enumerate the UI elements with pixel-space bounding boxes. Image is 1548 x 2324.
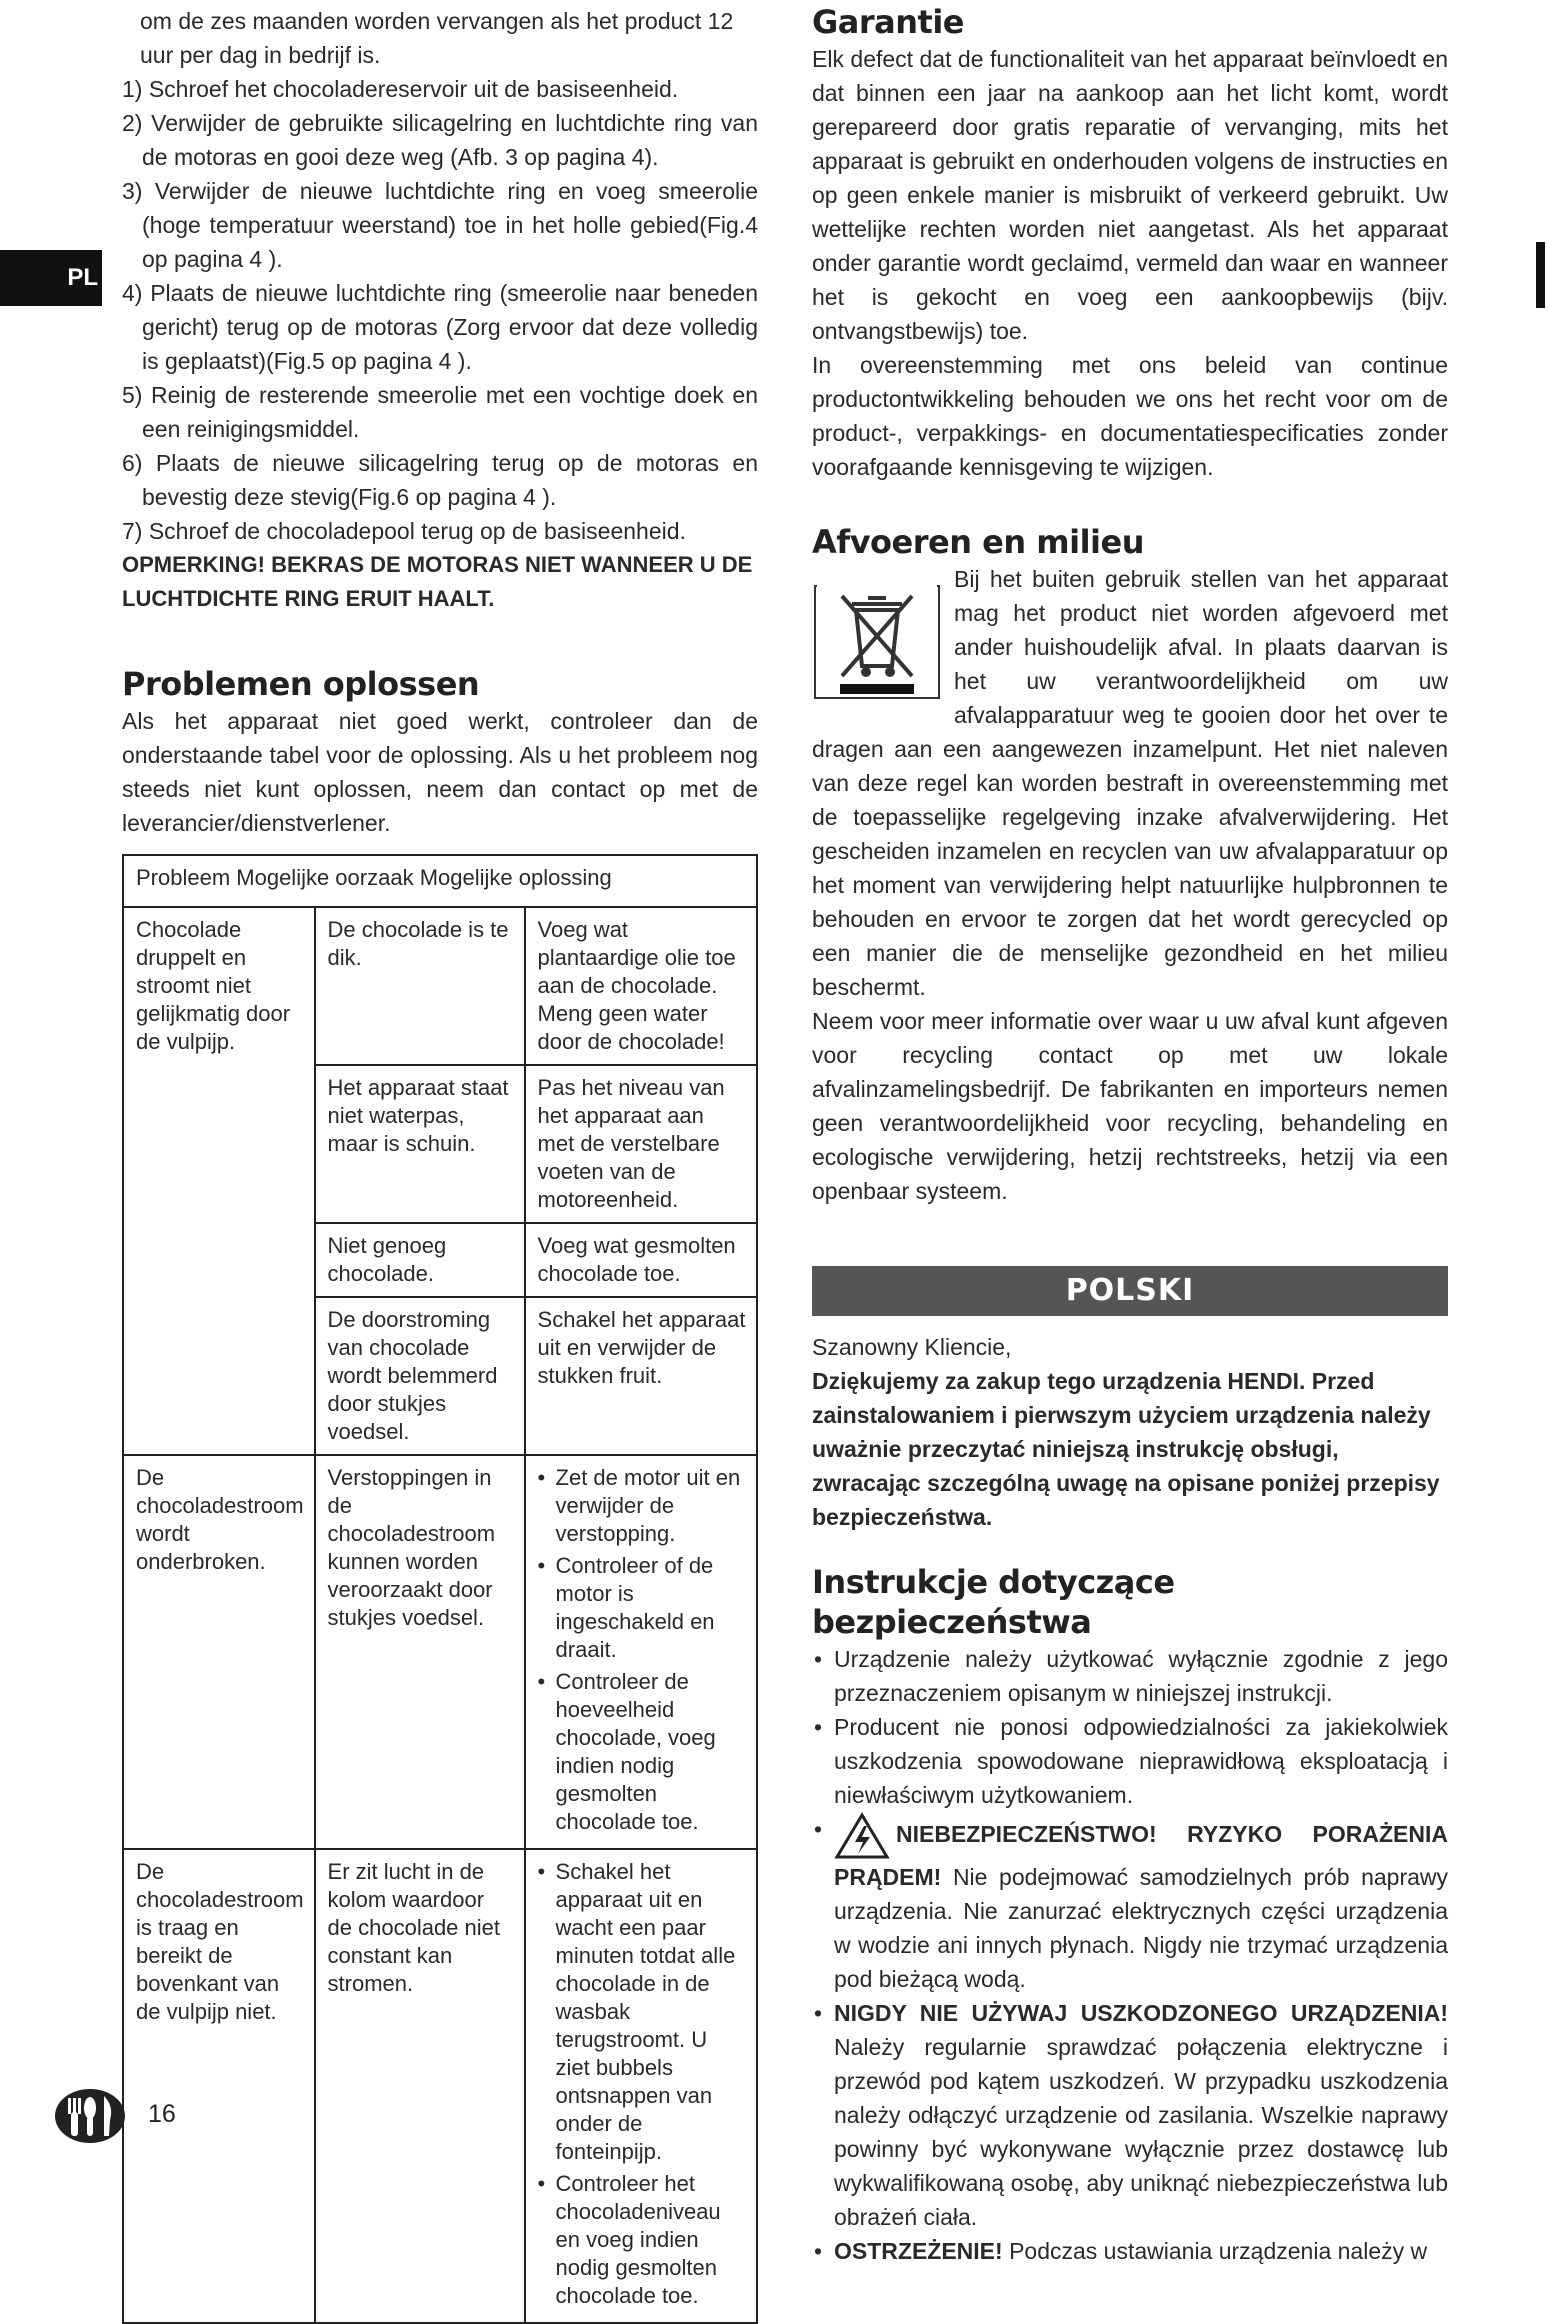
safety-title: Instrukcje dotyczące bezpieczeństwa xyxy=(812,1563,1175,1641)
thanks-paragraph: Dziękujemy za zakup tego urządzenia HENDI. Przed zainstalowaniem i pierwszym użyciem urządzenia należy uważnie przeczytać niniejszą instrukcję obsługi, zwracając szczególną uwagę na opisane poniżej przepisy bezpieczeństwa. xyxy=(812,1368,1440,1530)
language-tab: PL xyxy=(0,250,102,306)
safety-bullet xyxy=(812,2234,1448,2268)
problems-intro: Als het apparaat niet goed werkt, controleer dan de onderstaande tabel voor de oplossing. Als u het probleem nog steeds niet kunt oplossen, neem dan contact op met de leverancier/dienstverlener. xyxy=(122,708,758,836)
solution-cell: Schakel het apparaat uit en verwijder de stukken fruit. xyxy=(525,1297,757,1455)
table-row xyxy=(123,1455,757,1849)
language-banner: POLSKI xyxy=(812,1266,1448,1316)
cause-cell: Het apparaat staat niet waterpas, maar is schuin. xyxy=(315,1065,525,1223)
problems-title: Problemen oplossen xyxy=(122,665,480,703)
problem-cell: Chocolade druppelt en stroomt niet gelijkmatig door de vulpijp. xyxy=(123,907,315,1455)
solution-cell xyxy=(525,1455,757,1849)
problem-cell: De chocoladestroom wordt onderbroken. xyxy=(123,1455,315,1849)
table-header: Probleem Mogelijke oorzaak Mogelijke oplossing xyxy=(123,855,757,907)
table-row xyxy=(123,907,757,1065)
weee-bin-icon xyxy=(812,572,942,702)
problem-cell: De chocoladestroom is traag en bereikt de bovenkant van de vulpijp niet. xyxy=(123,1849,315,2323)
step-5: 5) Reinig de resterende smeerolie met een vochtige doek en een reinigingsmiddel. xyxy=(122,382,758,442)
guarantee-title: Garantie xyxy=(812,3,964,41)
greeting: Szanowny Kliencie, xyxy=(812,1334,1012,1360)
cause-cell: Verstoppingen in de chocoladestroom kunnen worden veroorzaakt door stukjes voedsel. xyxy=(315,1455,525,1849)
cutlery-logo-icon xyxy=(54,2088,126,2144)
caution-text: Podczas ustawiania urządzenia należy w xyxy=(1009,2238,1428,2264)
safety-bullet: • Producent nie ponosi odpowiedzialności za jakiekolwiek uszkodzenia spowodowane nieprawidłową eksploatacją i niewłaściwym użytkowaniem. xyxy=(812,1710,1448,1812)
page-number: 16 xyxy=(148,2100,176,2128)
solution-item: • Schakel het apparaat uit en wacht een paar minuten totdat alle chocolade in de wasbak terugstroomt. U ziet bubbels ontsnappen van onder de fonteinpijp. xyxy=(538,1858,746,2166)
cause-cell: Er zit lucht in de kolom waardoor de chocolade niet constant kan stromen. xyxy=(315,1849,525,2323)
safety-bullet xyxy=(812,1996,1448,2234)
solution-item: • Controleer het chocoladeniveau en voeg indien nodig gesmolten chocolade toe. xyxy=(538,2170,746,2310)
cause-cell: Niet genoeg chocolade. xyxy=(315,1223,525,1297)
step-7: 7) Schroef de chocoladepool terug op de basiseenheid. xyxy=(122,518,686,544)
guarantee-paragraph-2: In overeenstemming met ons beleid van continue productontwikkeling behouden we ons het recht voor om de product-, verpakkings- en documentatiespecificaties zonder voorafgaande kennisgeving te wijzigen. xyxy=(812,352,1448,480)
warning-note: OPMERKING! BEKRAS DE MOTORAS NIET WANNEER U DE LUCHTDICHTE RING ERUIT HAALT. xyxy=(122,552,753,611)
danger-text: Nie podejmować samodzielnych prób naprawy urządzenia. Nie zanurzać elektrycznych części urządzenia w wodzie ani innych płynach. Nigdy nie trzymać urządzenia pod bieżącą wodą. xyxy=(834,1864,1449,1992)
guarantee-paragraph-1: Elk defect dat de functionaliteit van het apparaat beïnvloedt en dat binnen een jaar na aankoop aan het licht komt, wordt gerepareerd door gratis reparatie of vervanging, mits het apparaat is gebruikt en onderhouden volgens de instructies en op geen enkele manier is misbruikt of verkeerd gebruikt. Uw wettelijke rechten worden niet aangetast. Als het apparaat onder garantie wordt geclaimd, vermeld dan waar en wanneer het is gekocht en voeg een aankoopbewijs (bijv. ontvangstbewijs) toe. xyxy=(812,46,1448,344)
solution-cell: Voeg wat gesmolten chocolade toe. xyxy=(525,1223,757,1297)
step-2: 2) Verwijder de gebruikte silicagelring en luchtdichte ring van de motoras en gooi deze weg (Afb. 3 op pagina 4). xyxy=(122,110,758,170)
step-1: 1) Schroef het chocoladereservoir uit de basiseenheid. xyxy=(122,76,679,102)
electric-shock-warning-icon xyxy=(834,1812,890,1860)
intro-line-2: uur per dag in bedrijf is. xyxy=(140,42,381,68)
environment-paragraph-1: Bij het buiten gebruik stellen van het apparaat mag het product niet worden afgevoerd met ander huishoudelijk afval. In plaats daarvan is het uw verantwoordelijkheid om uw afvalapparatuur weg te gooien door het over te dragen aan een aangewezen inzamelpunt. Het niet naleven van deze regel kan worden bestraft in overeenstemming met de toepasselijke regelgeving inzake afvalverwijdering. Het gescheiden inzamelen en recyclen van uw afvalapparatuur op het moment van verwijdering helpt natuurlijke hulpbronnen te behouden en ervoor te zorgen dat het wordt gerecycled op een manier die de menselijke gezondheid en het milieu beschermt. xyxy=(812,566,1448,1000)
table-header-row xyxy=(123,855,757,907)
caution-label: OSTRZEŻENIE! xyxy=(834,2238,1003,2264)
step-4: 4) Plaats de nieuwe luchtdichte ring (smeerolie naar beneden gericht) terug op de motoras (Zorg ervoor dat deze volledig is geplaatst)(Fig.5 op pagina 4 ). xyxy=(122,280,758,374)
table-row xyxy=(123,1849,757,2323)
environment-paragraph-2: Neem voor meer informatie over waar u uw afval kunt afgeven voor recycling contact op met uw lokale afvalinzamelingsbedrijf. De fabrikanten en importeurs nemen geen verantwoordelijkheid voor recycling, behandeling en ecologische verwijdering, hetzij rechtstreeks, hetzij via een openbaar systeem. xyxy=(812,1008,1448,1204)
troubleshooting-table xyxy=(122,854,758,2324)
solution-item: • Zet de motor uit en verwijder de verstopping. xyxy=(538,1464,746,1548)
solution-item: • Controleer of de motor is ingeschakeld en draait. xyxy=(538,1552,746,1664)
solution-cell xyxy=(525,1849,757,2323)
intro-line-1: om de zes maanden worden vervangen als het product 12 xyxy=(140,8,734,34)
cause-cell: De chocolade is te dik. xyxy=(315,907,525,1065)
never-use-label: NIGDY NIE UŻYWAJ USZKODZONEGO URZĄDZENIA! xyxy=(834,2000,1448,2026)
edge-marker xyxy=(1536,242,1545,308)
right-column xyxy=(812,2,1448,2268)
left-column xyxy=(122,4,758,2324)
never-use-text: Należy regularnie sprawdzać połączenia elektryczne i przewód pod kątem uszkodzeń. W przypadku uszkodzenia należy odłączyć urządzenie od zasilania. Wszelkie naprawy powinny być wykonywane wyłącznie przez dostawcę lub wykwalifikowaną osobę, aby uniknąć niebezpieczeństwa lub obrażeń ciała. xyxy=(834,2034,1448,2230)
step-6: 6) Plaats de nieuwe silicagelring terug op de motoras en bevestig deze stevig(Fig.6 op pagina 4 ). xyxy=(122,450,758,510)
cause-cell: De doorstroming van chocolade wordt belemmerd door stukjes voedsel. xyxy=(315,1297,525,1455)
danger-label: NIEBEZPIECZEŃSTWO! RYZYKO PORAŻENIA PRĄDEM! xyxy=(834,1821,1448,1890)
step-3: 3) Verwijder de nieuwe luchtdichte ring en voeg smeerolie (hoge temperatuur weerstand) toe in het holle gebied(Fig.4 op pagina 4 ). xyxy=(122,178,758,272)
safety-bullet xyxy=(812,1812,1448,1996)
solution-cell: Voeg wat plantaardige olie toe aan de chocolade. Meng geen water door de chocolade! xyxy=(525,907,757,1065)
safety-bullet: • Urządzenie należy użytkować wyłącznie zgodnie z jego przeznaczeniem opisanym w niniejszej instrukcji. xyxy=(812,1642,1448,1710)
solution-cell: Pas het niveau van het apparaat aan met de verstelbare voeten van de motoreenheid. xyxy=(525,1065,757,1223)
solution-item: • Controleer de hoeveelheid chocolade, voeg indien nodig gesmolten chocolade toe. xyxy=(538,1668,746,1836)
environment-title: Afvoeren en milieu xyxy=(812,523,1144,561)
